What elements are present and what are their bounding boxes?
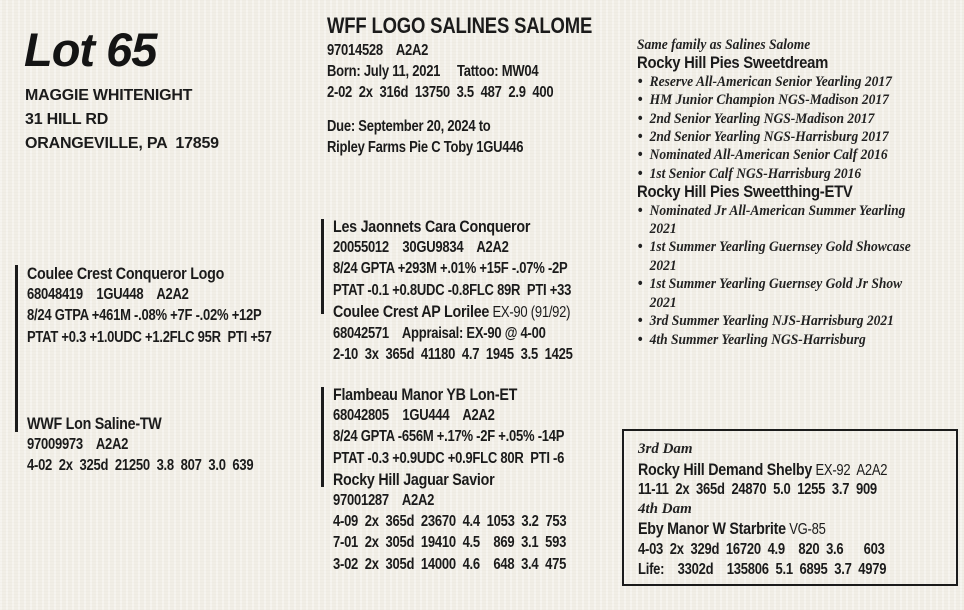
pedigree-center-bottom-block: [333, 384, 566, 575]
dam-score: VG-85: [785, 521, 826, 539]
consignor-address-line2: ORANGEVILLE, PA 17859: [25, 135, 219, 152]
family-group-name-2: Rocky Hill Pies Sweetthing-ETV: [637, 183, 853, 202]
pedigree-production-record: 7-01 2x 305d 19410 4.5 869 3.1 593: [333, 534, 567, 552]
extended-dam-box: [622, 429, 958, 586]
show-award-item: • Nominated Jr All-American Summer Yearling 2021: [637, 202, 931, 239]
animal-production-record: 2-02 2x 316d 13750 3.5 487 2.9 400: [327, 84, 554, 102]
show-award-item: • 4th Summer Yearling NGS-Harrisburg: [637, 331, 931, 349]
pedigree-dam-score: EX-90 (91/92): [489, 303, 571, 321]
dam-generation-label: 4th Dam: [638, 500, 692, 517]
family-intro-note: Same family as Salines Salome: [637, 37, 811, 53]
pedigree-gpta-line: 8/24 GPTA -656M +.17% -2F +.05% -14P: [333, 428, 565, 446]
pedigree-production-record: 2-10 3x 365d 41180 4.7 1945 3.5 1425: [333, 346, 573, 364]
pedigree-ptat-line: PTAT -0.3 +0.9UDC +0.9FLC 80R PTI -6: [333, 449, 565, 467]
show-award-item: • 1st Senior Calf NGS-Harrisburg 2016: [637, 165, 931, 183]
consignor-name: MAGGIE WHITENIGHT: [25, 87, 193, 104]
show-award-item: • 2nd Senior Yearling NGS-Madison 2017: [637, 110, 931, 128]
dam-name: Rocky Hill Demand Shelby: [638, 459, 813, 479]
pedigree-gpta-line: 8/24 GPTA +293M +.01% +15F -.07% -2P: [333, 260, 568, 278]
dam-score: EX-92 A2A2: [812, 461, 888, 479]
due-service-sire-line: Ripley Farms Pie C Toby 1GU446: [327, 139, 524, 157]
animal-name: WFF LOGO SALINES SALOME: [327, 13, 593, 38]
pedigree-production-record: 4-02 2x 325d 21250 3.8 807 3.0 639: [27, 457, 254, 475]
pedigree-registration-line: 97009973 A2A2: [27, 436, 129, 454]
pedigree-bracket-line: [321, 387, 324, 487]
pedigree-appraisal-line: 68042571 Appraisal: EX-90 @ 4-00: [333, 325, 546, 343]
consignor-block: [25, 84, 219, 156]
dam-name-line: [638, 519, 905, 540]
pedigree-sire-name: Les Jaonnets Cara Conqueror: [333, 217, 531, 236]
pedigree-dam-name: Rocky Hill Jaguar Savior: [333, 469, 495, 489]
pedigree-ptat-line: PTAT +0.3 +1.0UDC +1.2FLC 95R PTI +57: [27, 328, 272, 346]
animal-born-tattoo-line: Born: July 11, 2021 Tattoo: MW04: [327, 63, 539, 81]
pedigree-production-record: 4-09 2x 365d 23670 4.4 1053 3.2 753: [333, 513, 567, 531]
dam-name-line: [638, 460, 905, 481]
pedigree-production-record: 3-02 2x 305d 14000 4.6 648 3.4 475: [333, 555, 567, 573]
dam-name: Eby Manor W Starbrite: [638, 519, 786, 539]
lot-number: Lot 65: [24, 23, 157, 76]
family-notes-block: [637, 36, 931, 349]
due-date-line: Due: September 20, 2024 to: [327, 118, 491, 135]
pedigree-registration-line: 68048419 1GU448 A2A2: [27, 286, 189, 304]
show-award-item: • 1st Summer Yearling Guernsey Gold Jr Show 2021: [637, 275, 931, 312]
pedigree-registration-line: 68042805 1GU444 A2A2: [333, 407, 495, 425]
pedigree-animal-name: WWF Lon Saline-TW: [27, 414, 162, 433]
show-award-item: • 1st Summer Yearling Guernsey Gold Showcase 2021: [637, 238, 931, 275]
due-block: [327, 116, 523, 158]
pedigree-center-top-block: [333, 216, 573, 365]
dam-lifetime-record: Life: 3302d 135806 5.1 6895 3.7 4979: [638, 560, 887, 578]
pedigree-bracket-line: [321, 219, 324, 314]
pedigree-left-bottom-block: [27, 413, 253, 477]
pedigree-animal-name: Coulee Crest Conqueror Logo: [27, 264, 225, 283]
pedigree-bracket-line: [15, 265, 18, 432]
show-award-item: • Reserve All-American Senior Yearling 2017: [637, 73, 931, 91]
dam-production-record: 4-03 2x 329d 16720 4.9 820 3.6 603: [638, 540, 885, 558]
pedigree-sire-name: Flambeau Manor YB Lon-ET: [333, 385, 518, 404]
family-group-name-1: Rocky Hill Pies Sweetdream: [637, 54, 829, 73]
pedigree-registration-line: 97001287 A2A2: [333, 492, 435, 510]
show-award-item: • HM Junior Champion NGS-Madison 2017: [637, 91, 931, 109]
dam-generation-label: 3rd Dam: [638, 441, 693, 457]
dam-production-record: 11-11 2x 365d 24870 5.0 1255 3.7 909: [638, 481, 877, 499]
show-award-item: • 3rd Summer Yearling NJS-Harrisburg 2021: [637, 312, 931, 330]
pedigree-gtpa-line: 8/24 GTPA +461M -.08% +7F -.02% +12P: [27, 307, 262, 325]
show-award-item: • 2nd Senior Yearling NGS-Harrisburg 2017: [637, 128, 931, 146]
pedigree-ptat-line: PTAT -0.1 +0.8UDC -0.8FLC 89R PTI +33: [333, 281, 572, 299]
pedigree-dam-name: Coulee Crest AP Lorilee: [333, 301, 490, 321]
pedigree-left-top-block: [27, 263, 272, 348]
pedigree-registration-line: 20055012 30GU9834 A2A2: [333, 239, 509, 257]
consignor-address-line1: 31 HILL RD: [25, 111, 109, 128]
pedigree-dam-name-line: [333, 301, 573, 323]
animal-registration-line: 97014528 A2A2: [327, 42, 429, 59]
show-award-item: • Nominated All-American Senior Calf 2016: [637, 146, 931, 164]
animal-header-block: [327, 12, 592, 104]
